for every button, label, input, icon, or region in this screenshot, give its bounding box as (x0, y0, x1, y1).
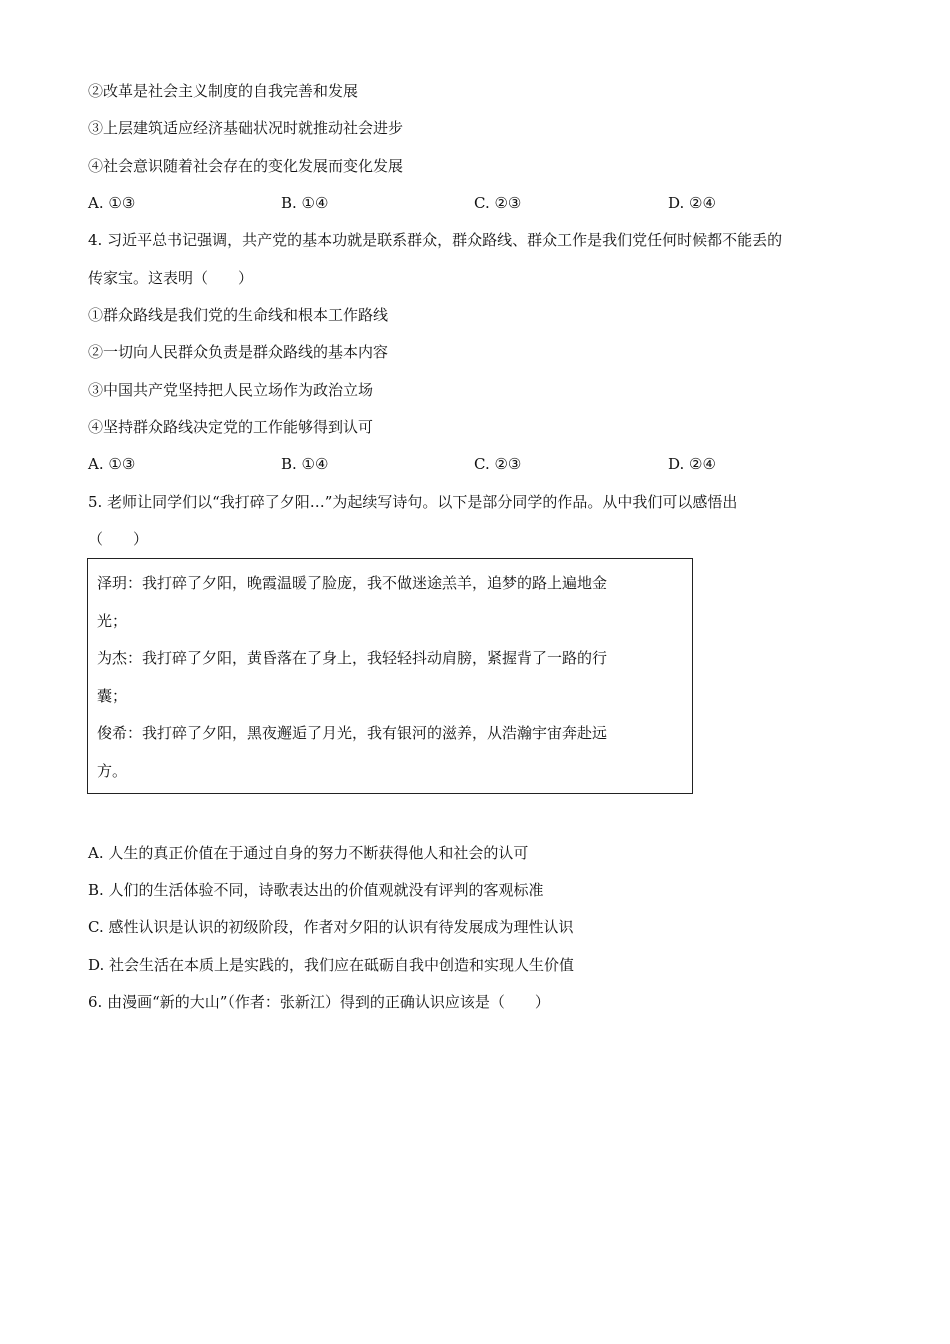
poem-line: 光； (97, 612, 128, 630)
poem-line: 泽玥：我打碎了夕阳，晚霞温暖了脸庞，我不做迷途羔羊，追梦的路上遍地金 (97, 574, 608, 592)
q6-stem: 6. 由漫画“新的大山”（作者：张新江）得到的正确认识应该是（ ） (88, 993, 550, 1011)
q3-statement-3: ③上层建筑适应经济基础状况时就推动社会进步 (88, 119, 404, 137)
q4-option-a: A. ①③ (88, 455, 136, 473)
q4-statement-2: ②一切向人民群众负责是群众路线的基本内容 (88, 343, 389, 361)
q3-option-a: A. ①③ (88, 194, 136, 212)
q5-stem-line2: （ ） (88, 530, 149, 548)
q3-statement-4: ④社会意识随着社会存在的变化发展而变化发展 (88, 157, 404, 175)
poem-line: 俊希：我打碎了夕阳，黑夜邂逅了月光，我有银河的滋养，从浩瀚宇宙奔赴远 (97, 724, 608, 742)
q5-option-d: D. 社会生活在本质上是实践的，我们应在砥砺自我中创造和实现人生价值 (88, 956, 575, 974)
poem-line: 囊； (97, 687, 128, 705)
q4-option-b: B. ①④ (281, 455, 329, 473)
poem-box (87, 558, 693, 794)
q5-option-b: B. 人们的生活体验不同，诗歌表达出的价值观就没有评判的客观标准 (88, 881, 544, 899)
q5-option-c: C. 感性认识是认识的初级阶段，作者对夕阳的认识有待发展成为理性认识 (88, 918, 574, 936)
q4-statement-3: ③中国共产党坚持把人民立场作为政治立场 (88, 381, 374, 399)
q4-stem-line2: 传家宝。这表明（ ） (88, 269, 254, 287)
q3-option-b: B. ①④ (281, 194, 329, 212)
q4-options (88, 454, 868, 474)
q3-option-c: C. ②③ (474, 194, 522, 212)
q3-options (88, 193, 868, 213)
q4-option-c: C. ②③ (474, 455, 522, 473)
q4-stem-line1: 4. 习近平总书记强调，共产党的基本功就是联系群众，群众路线、群众工作是我们党任何时候都不能丢的 (88, 231, 783, 249)
poem-line: 为杰：我打碎了夕阳，黄昏落在了身上，我轻轻抖动肩膀，紧握背了一路的行 (97, 649, 608, 667)
q3-option-d: D. ②④ (668, 194, 716, 212)
q4-statement-1: ①群众路线是我们党的生命线和根本工作路线 (88, 306, 389, 324)
q3-statement-2: ②改革是社会主义制度的自我完善和发展 (88, 82, 359, 100)
poem-line: 方。 (97, 762, 128, 780)
q5-option-a: A. 人生的真正价值在于通过自身的努力不断获得他人和社会的认可 (88, 844, 529, 862)
q4-option-d: D. ②④ (668, 455, 716, 473)
q4-statement-4: ④坚持群众路线决定党的工作能够得到认可 (88, 418, 374, 436)
q5-stem-line1: 5. 老师让同学们以“我打碎了夕阳…”为起续写诗句。以下是部分同学的作品。从中我们可以感悟出 (88, 493, 738, 511)
